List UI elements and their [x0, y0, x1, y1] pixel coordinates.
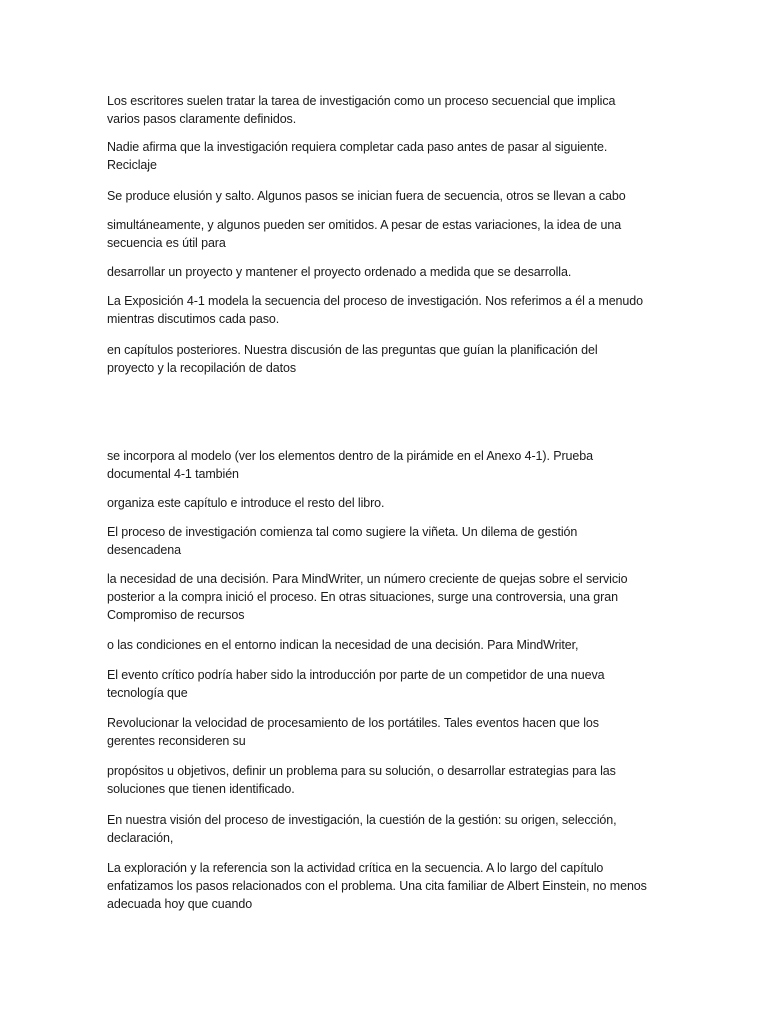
text-line: Nadie afirma que la investigación requiera completar cada paso antes de pasar al siguiente. [107, 140, 608, 154]
text-line: desencadena [107, 543, 181, 557]
text-line: simultáneamente, y algunos pueden ser omitidos. A pesar de estas variaciones, la idea de una [107, 218, 622, 232]
text-line: documental 4-1 también [107, 467, 239, 481]
text-line: en capítulos posteriores. Nuestra discusión de las preguntas que guían la planificación del [107, 343, 598, 357]
paragraph-17 [107, 859, 667, 913]
paragraph-11 [107, 570, 667, 624]
text-line: desarrollar un proyecto y mantener el proyecto ordenado a medida que se desarrolla. [107, 265, 572, 279]
paragraph-8 [107, 447, 667, 483]
paragraph-10 [107, 523, 667, 559]
paragraph-5 [107, 263, 667, 281]
paragraph-2 [107, 138, 667, 174]
paragraph-12 [107, 636, 667, 654]
text-line: Los escritores suelen tratar la tarea de investigación como un proceso secuencial que implica [107, 94, 616, 108]
text-line: propósitos u objetivos, definir un problema para su solución, o desarrollar estrategias para las [107, 764, 616, 778]
text-line: varios pasos claramente definidos. [107, 112, 297, 126]
text-line: La Exposición 4-1 modela la secuencia del proceso de investigación. Nos referimos a él a menudo [107, 294, 643, 308]
text-line: gerentes reconsideren su [107, 734, 246, 748]
text-line: declaración, [107, 831, 174, 845]
text-line: La exploración y la referencia son la actividad crítica en la secuencia. A lo largo del capítulo [107, 861, 604, 875]
text-line: secuencia es útil para [107, 236, 226, 250]
text-line: Reciclaje [107, 158, 157, 172]
paragraph-13 [107, 666, 667, 702]
text-line: enfatizamos los pasos relacionados con el problema. Una cita familiar de Albert Einstein, no menos [107, 879, 647, 893]
text-line: posterior a la compra inició el proceso. En otras situaciones, surge una controversia, una gran [107, 590, 618, 604]
paragraph-4 [107, 216, 667, 252]
paragraph-16 [107, 811, 667, 847]
text-line: mientras discutimos cada paso. [107, 312, 280, 326]
text-line: proyecto y la recopilación de datos [107, 361, 296, 375]
text-line: El evento crítico podría haber sido la introducción por parte de un competidor de una nueva [107, 668, 605, 682]
text-line: Se produce elusión y salto. Algunos pasos se inician fuera de secuencia, otros se llevan a cabo [107, 189, 626, 203]
paragraph-1 [107, 92, 667, 128]
text-line: En nuestra visión del proceso de investigación, la cuestión de la gestión: su origen, selección, [107, 813, 617, 827]
text-line: adecuada hoy que cuando [107, 897, 253, 911]
paragraph-14 [107, 714, 667, 750]
text-line: organiza este capítulo e introduce el resto del libro. [107, 496, 385, 510]
text-line: la necesidad de una decisión. Para MindWriter, un número creciente de quejas sobre el servicio [107, 572, 628, 586]
paragraph-7 [107, 341, 667, 377]
text-line: tecnología que [107, 686, 188, 700]
text-line: se incorpora al modelo (ver los elementos dentro de la pirámide en el Anexo 4-1). Prueba [107, 449, 593, 463]
text-line: soluciones que tienen identificado. [107, 782, 295, 796]
paragraph-3 [107, 187, 667, 205]
paragraph-9 [107, 494, 667, 512]
text-line: o las condiciones en el entorno indican la necesidad de una decisión. Para MindWriter, [107, 638, 579, 652]
paragraph-15 [107, 762, 667, 798]
text-line: El proceso de investigación comienza tal como sugiere la viñeta. Un dilema de gestión [107, 525, 578, 539]
paragraph-6 [107, 292, 667, 328]
text-line: Compromiso de recursos [107, 608, 245, 622]
text-line: Revolucionar la velocidad de procesamiento de los portátiles. Tales eventos hacen que los [107, 716, 599, 730]
